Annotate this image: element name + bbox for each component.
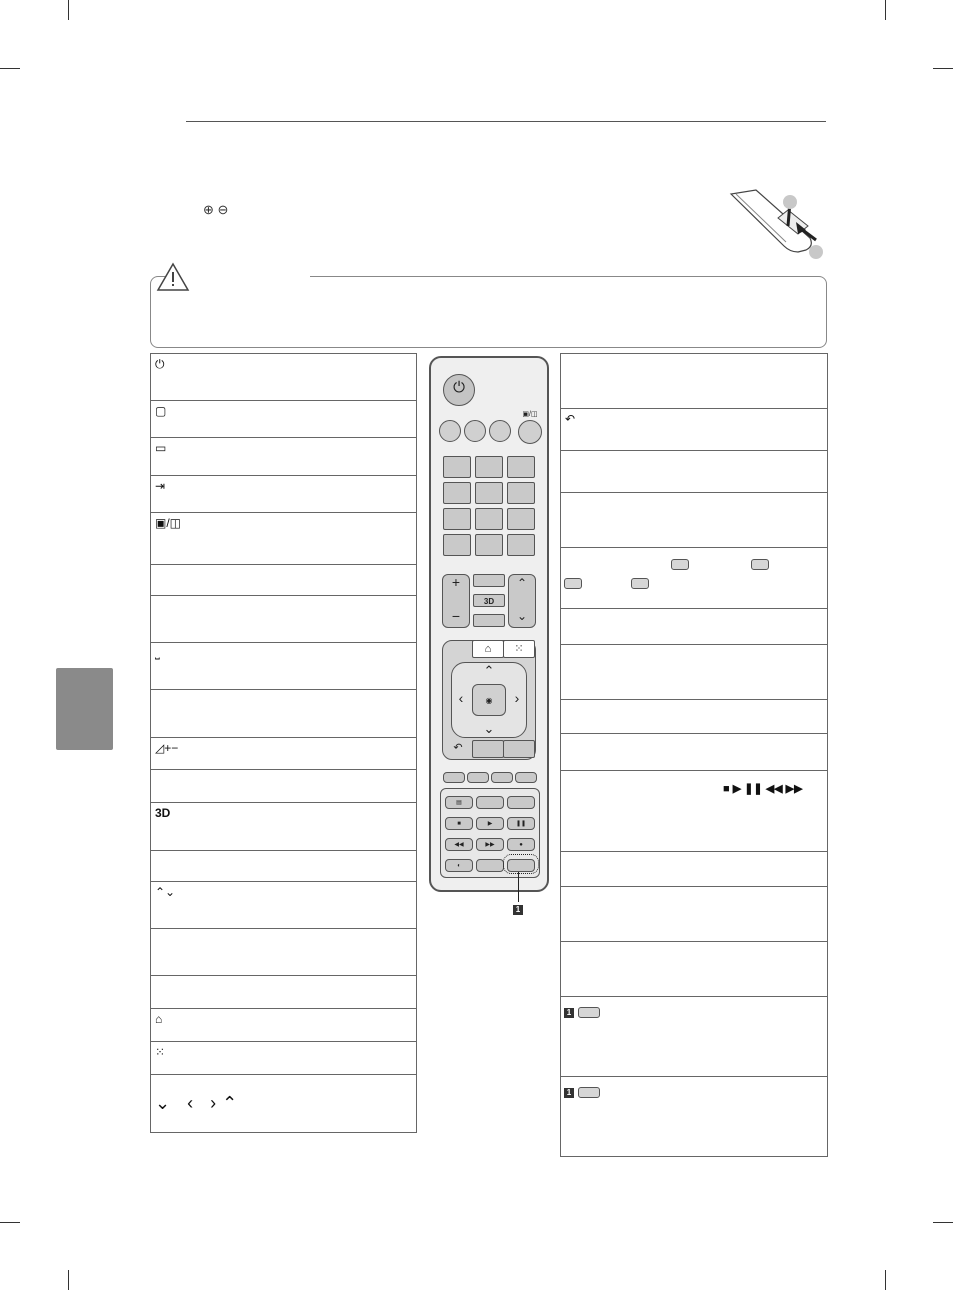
left-table-row — [151, 851, 416, 882]
tv-rad-label: ▣/◫ — [522, 411, 538, 418]
volume-icon: ◿+− — [155, 741, 179, 755]
arrow-down-icon: ⌄ — [483, 721, 495, 736]
channel-up-icon: ⌃ — [516, 576, 528, 590]
caution-icon — [156, 262, 190, 292]
right-table-row — [561, 852, 827, 887]
play-icon: ▶ — [487, 821, 493, 827]
blue-key[interactable] — [515, 772, 537, 783]
number-key[interactable] — [443, 482, 471, 504]
crop-mark — [885, 1270, 886, 1290]
volume-plus-icon: + — [451, 574, 461, 590]
ratio-icon: ▭ — [155, 441, 167, 455]
fast-forward-icon: ▶▶ — [485, 842, 495, 848]
3d-icon: 3D — [155, 806, 171, 820]
right-table-row — [561, 887, 827, 942]
yellow-key[interactable] — [491, 772, 513, 783]
number-key[interactable] — [507, 534, 535, 556]
number-key[interactable] — [443, 534, 471, 556]
left-table-row — [151, 643, 416, 690]
channel-rocker[interactable] — [508, 574, 536, 628]
color-key-icon — [671, 559, 689, 570]
key-1-icon: 1 — [564, 1088, 574, 1098]
header-rule — [186, 121, 826, 122]
number-key[interactable] — [443, 508, 471, 530]
red-key[interactable] — [443, 772, 465, 783]
right-table-row — [561, 942, 827, 997]
number-key[interactable] — [507, 456, 535, 478]
home-icon: ⌂ — [155, 1012, 163, 1026]
back-icon: ↶ — [565, 412, 576, 426]
apps-button[interactable] — [503, 640, 535, 658]
channel-down-icon: ⌄ — [516, 609, 528, 623]
right-table-row — [561, 1077, 827, 1157]
arrow-left-icon: ‹ — [458, 690, 464, 706]
crop-mark — [885, 0, 886, 20]
ratio-button[interactable] — [464, 420, 486, 442]
right-table-row — [561, 609, 827, 645]
left-button-table — [150, 353, 417, 1133]
media-key[interactable] — [445, 796, 473, 809]
home-button[interactable] — [472, 640, 504, 658]
remote-control — [429, 356, 549, 892]
callout-outline — [503, 854, 539, 874]
number-key[interactable] — [507, 482, 535, 504]
media-key[interactable] — [445, 838, 473, 851]
media-key[interactable] — [476, 859, 504, 872]
ok-button[interactable] — [472, 684, 506, 716]
number-key[interactable] — [475, 456, 503, 478]
right-table-row — [561, 354, 827, 409]
number-key[interactable] — [507, 508, 535, 530]
blank-key-icon — [578, 1087, 600, 1098]
apps-grid-icon: ⁙ — [155, 1045, 166, 1059]
green-key[interactable] — [467, 772, 489, 783]
crop-mark — [0, 68, 20, 69]
color-key-icon — [564, 578, 582, 589]
left-table-row — [151, 476, 416, 513]
guide-book-icon: ▢ — [155, 404, 167, 418]
right-table-row — [561, 645, 827, 700]
crop-mark — [933, 1222, 953, 1223]
back-icon: ↶ — [453, 742, 463, 754]
rewind-icon: ◀◀ — [454, 842, 464, 848]
playback-controls-icon: ■ ▶ ❚❚ ◀◀ ▶▶ — [723, 783, 803, 795]
navigation-arrows-icon: ⌄ ‹ ›⌃ — [155, 1093, 244, 1113]
color-key-icon — [631, 578, 649, 589]
fav-button[interactable] — [473, 574, 505, 587]
left-table-row — [151, 438, 416, 476]
caution-box — [150, 276, 827, 348]
pause-icon: ❚❚ — [515, 821, 527, 827]
input-icon: ⇥ — [155, 479, 166, 493]
right-table-row — [561, 734, 827, 771]
back-area[interactable] — [472, 740, 504, 758]
left-table-row — [151, 690, 416, 738]
crop-mark — [68, 1270, 69, 1290]
left-table-row — [151, 565, 416, 596]
right-table-row — [561, 700, 827, 734]
power-button[interactable] — [443, 374, 475, 406]
left-table-row — [151, 513, 416, 565]
left-table-row — [151, 401, 416, 438]
record-icon: ● — [519, 842, 523, 848]
media-key[interactable] — [507, 796, 535, 809]
subtitle-icon: ▤ — [456, 800, 462, 806]
left-table-row — [151, 354, 416, 401]
3d-button[interactable] — [473, 594, 505, 607]
right-table-row — [561, 548, 827, 609]
3d-icon: 3D — [483, 597, 495, 606]
media-key[interactable] — [476, 838, 504, 851]
guide-button[interactable] — [439, 420, 461, 442]
left-table-row — [151, 803, 416, 851]
left-table-row — [151, 596, 416, 643]
battery-cover-illustration — [726, 188, 831, 263]
number-key[interactable] — [443, 456, 471, 478]
number-key[interactable] — [475, 534, 503, 556]
tv-radio-icon: ▣/◫ — [155, 516, 182, 530]
media-key[interactable] — [445, 859, 473, 872]
power-icon: ⏻ — [453, 379, 465, 396]
volume-rocker[interactable] — [442, 574, 470, 628]
arrow-right-icon: › — [514, 690, 520, 706]
left-table-row — [151, 770, 416, 803]
crop-mark — [933, 68, 953, 69]
number-key[interactable] — [475, 482, 503, 504]
left-table-row — [151, 1042, 416, 1075]
mute-button[interactable] — [473, 614, 505, 627]
volume-minus-icon: − — [451, 608, 461, 624]
key-1-icon: 1 — [564, 1008, 574, 1018]
left-table-row — [151, 738, 416, 770]
exit-area[interactable] — [503, 740, 535, 758]
media-key[interactable] — [476, 817, 504, 830]
right-table-row — [561, 451, 827, 493]
right-table-row — [561, 997, 827, 1077]
media-key[interactable] — [507, 817, 535, 830]
left-table-row — [151, 1075, 416, 1133]
number-key[interactable] — [475, 508, 503, 530]
home-icon: ⌂ — [484, 643, 492, 655]
right-table-row — [561, 409, 827, 451]
right-button-table — [560, 353, 828, 1157]
left-table-row — [151, 1009, 416, 1042]
right-table-row — [561, 493, 827, 548]
ok-icon: ◉ — [485, 696, 493, 705]
stop-icon: ■ — [457, 821, 461, 827]
media-key[interactable] — [445, 817, 473, 830]
blank-key-icon — [578, 1007, 600, 1018]
crop-mark — [68, 0, 69, 20]
right-table-row — [561, 771, 827, 852]
tv-rad-button[interactable] — [518, 420, 542, 444]
power-icon: ⏻ — [155, 357, 165, 371]
space-icon: ⎵ — [155, 646, 160, 660]
channel-up-down-icon: ⌃⌄ — [155, 885, 176, 899]
left-table-row — [151, 929, 416, 976]
media-key[interactable] — [476, 796, 504, 809]
media-key[interactable] — [507, 838, 535, 851]
color-key-icon — [751, 559, 769, 570]
crop-mark — [0, 1222, 20, 1223]
arrow-up-icon: ⌃ — [483, 663, 495, 678]
info-icon: ◐ — [457, 863, 461, 869]
callout-line — [518, 872, 519, 902]
left-table-row — [151, 976, 416, 1009]
caution-gap — [180, 272, 310, 280]
side-section-tab — [56, 668, 113, 750]
left-table-row — [151, 882, 416, 929]
callout-number: 1 — [513, 905, 523, 915]
input-button[interactable] — [489, 420, 511, 442]
battery-polarity-icon: ⊕ ⊖ — [203, 202, 229, 217]
apps-grid-icon: ⁙ — [514, 643, 524, 655]
